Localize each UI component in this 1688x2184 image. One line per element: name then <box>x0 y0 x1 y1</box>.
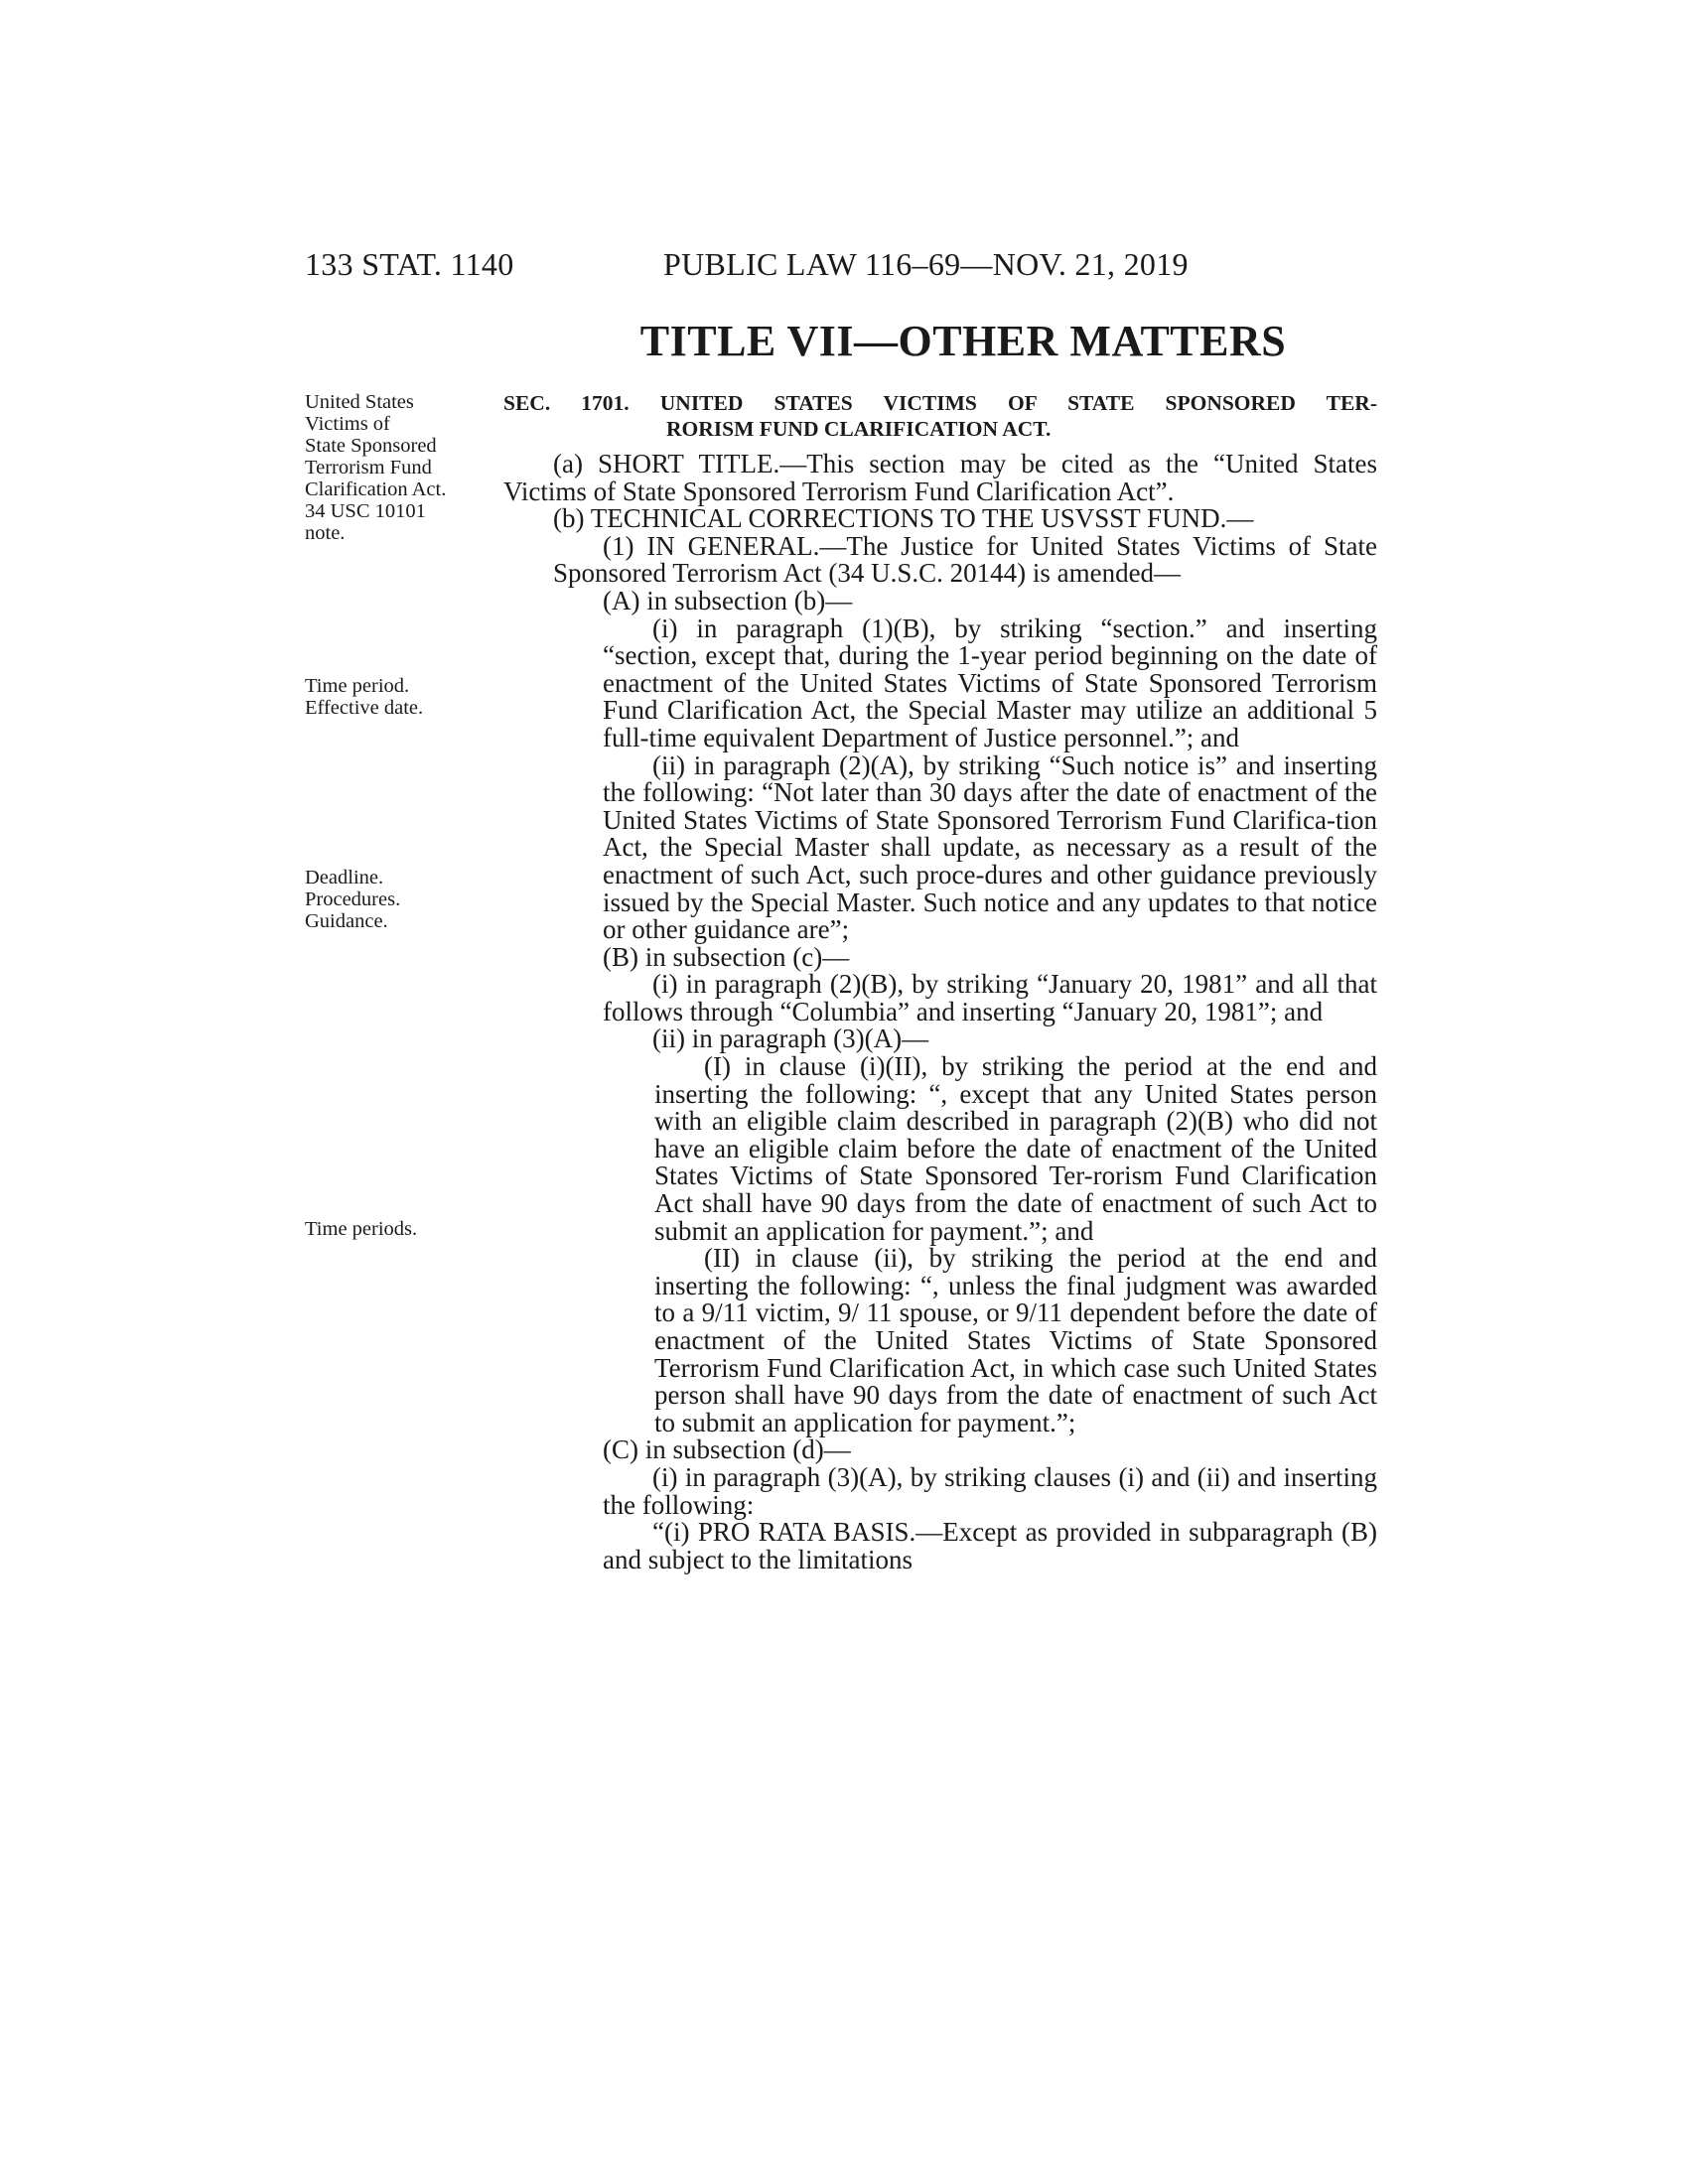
subparagraph-B: (B) in subsection (c)— <box>603 941 850 972</box>
clause-C-i: (i) in paragraph (3)(A), by striking clauses (i) and (ii) and inserting the following: <box>603 1461 1377 1520</box>
margin-note-time-period: Time period. Effective date. <box>305 675 424 719</box>
clause-B-i: (i) in paragraph (2)(B), by striking “January 20, 1981” and all that follows through “Columbia” and inserting “January 20, 1981”; and <box>603 969 1377 1026</box>
margin-note-time-periods: Time periods. <box>305 1218 418 1240</box>
subparagraph-A: (A) in subsection (b)— <box>603 585 853 615</box>
clause-B-ii: (ii) in paragraph (3)(A)— <box>652 1024 929 1054</box>
clause-A-ii: (ii) in paragraph (2)(A), by striking “Such notice is” and inserting the following: “Not later than 30 days after the date of enactment of the United States Victims of State Sponsored Terrorism Fund Clarifica-tion Act, the Special Master shall update, as necessary as a result of the enactment of such Act, such proce-dures and other guidance previously issued by the Special Master. Such notice and any updates to that notice or other guidance are”; <box>603 750 1377 945</box>
paragraph-1: (1) IN GENERAL.—The Justice for United States Victims of State Sponsored Terrorism Act (34 U.S.C. 20144) is amended— <box>553 530 1377 589</box>
section-heading: SEC. 1701. UNITED STATES VICTIMS OF STATE SPONSORED TER- RORISM FUND CLARIFICATION ACT. <box>503 391 1377 441</box>
subsection-a: (a) SHORT TITLE.—This section may be cited as the “United States Victims of State Sponsored Terrorism Fund Clarification Act”. <box>503 449 1378 506</box>
section-body <box>503 451 1377 1573</box>
subclause-B-ii-II: (II) in clause (ii), by striking the period at the end and inserting the following: “, unless the final judgment was awarded to a 9/11 victim, 9/ 11 spouse, or 9/11 dependent before the date of enactment of the United States Victims of State Sponsored Terrorism Fund Clarification Act, in which case such United States person shall have 90 days from the date of enactment of such Act to submit an application for payment.”; <box>654 1243 1377 1437</box>
subparagraph-C: (C) in subsection (d)— <box>603 1434 851 1465</box>
clause-A-i: (i) in paragraph (1)(B), by striking “section.” and inserting “section, except that, during the 1-year period beginning on the date of enactment of the United States Victims of State Sponsored Terrorism Fund Clarification Act, the Special Master may utilize an additional 5 full-time equivalent Department of Justice personnel.”; and <box>603 613 1377 752</box>
margin-note-short-title: United States Victims of State Sponsored Terrorism Fund Clarification Act. 34 USC 10101 note. <box>305 391 447 544</box>
title-heading: TITLE VII—OTHER MATTERS <box>639 317 1287 365</box>
inserted-clause-pro-rata: “(i) PRO RATA BASIS.—Except as provided in subparagraph (B) and subject to the limitations <box>603 1517 1377 1574</box>
subclause-B-ii-I: (I) in clause (i)(II), by striking the period at the end and inserting the following: “, except that any United States person with an eligible claim described in paragraph (2)(B) who did not have an eligible claim before the date of enactment of the United States Victims of State Sponsored Ter-rorism Fund Clarification Act shall have 90 days from the date of enactment of such Act to submit an application for payment.”; and <box>654 1051 1377 1246</box>
margin-note-deadline: Deadline. Procedures. Guidance. <box>305 867 401 932</box>
subsection-b: (b) TECHNICAL CORRECTIONS TO THE USVSST FUND.— <box>553 503 1254 534</box>
statute-page-reference: 133 STAT. 1140 <box>305 246 514 282</box>
public-law-reference: PUBLIC LAW 116–69—NOV. 21, 2019 <box>663 246 1189 282</box>
